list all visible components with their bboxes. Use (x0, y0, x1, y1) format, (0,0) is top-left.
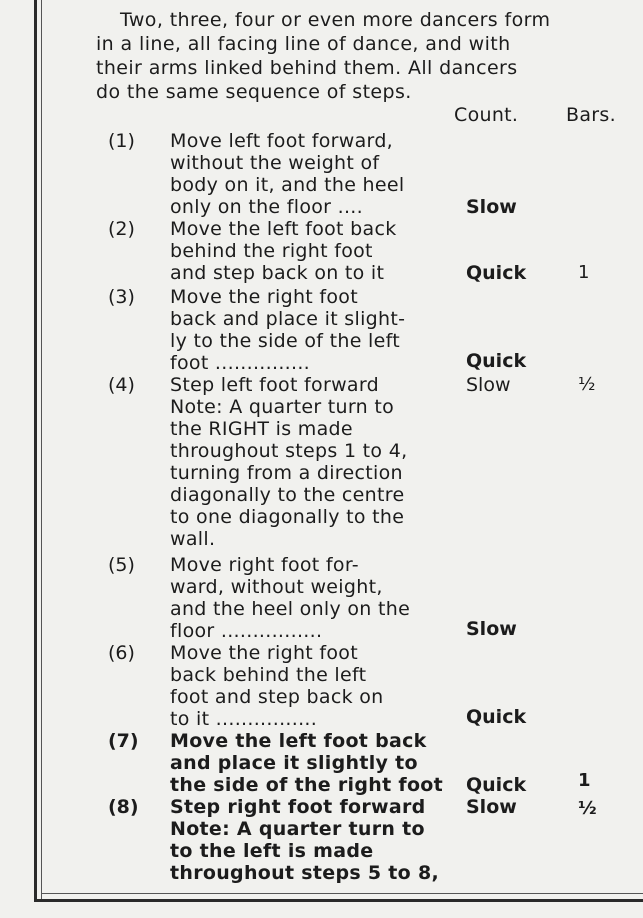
step-number: (5) (108, 554, 135, 576)
intro-line: their arms linked behind them. All dancers (96, 57, 518, 79)
step-number: (7) (108, 730, 139, 752)
step-line: Move the right foot (170, 642, 358, 664)
step-line: body on it, and the heel (170, 174, 405, 196)
step-line: the side of the right foot (170, 774, 444, 796)
step-line: wall. (170, 528, 216, 550)
step-bars: 1 (578, 262, 590, 283)
step-count: Quick (466, 774, 527, 796)
step-line: floor ................ (170, 620, 323, 642)
step-count: Quick (466, 350, 527, 372)
step-line: Step left foot forward (170, 374, 379, 396)
step-count: Quick (466, 706, 527, 728)
step-line: and step back on to it (170, 262, 385, 284)
step-line: Note: A quarter turn to (170, 396, 395, 418)
bottom-border-rule (34, 899, 643, 902)
intro-line: in a line, all facing line of dance, and with (96, 33, 511, 55)
step-line: without the weight of (170, 152, 380, 174)
intro-line: do the same sequence of steps. (96, 81, 412, 103)
step-line: turning from a direction (170, 462, 403, 484)
step-line: only on the floor .... (170, 196, 363, 218)
intro-paragraph (96, 8, 636, 104)
step-line: to the left is made (170, 840, 374, 862)
step-number: (2) (108, 218, 135, 240)
step-line: Move the left foot back (170, 730, 427, 752)
step-count: Slow (466, 374, 511, 396)
left-border-inner-rule (41, 0, 42, 900)
step-line: and place it slightly to (170, 752, 418, 774)
left-border-rule (34, 0, 37, 900)
step-line: to one diagonally to the (170, 506, 405, 528)
count-column-header: Count. (454, 104, 519, 126)
step-line: ly to the side of the left (170, 330, 401, 352)
step-line: throughout steps 5 to 8, (170, 862, 439, 884)
step-line: foot ............... (170, 352, 311, 374)
step-bars: ½ (578, 798, 597, 819)
step-line: diagonally to the centre (170, 484, 405, 506)
intro-line: Two, three, four or even more dancers form (120, 9, 551, 31)
step-count: Slow (466, 196, 517, 218)
step-line: Move left foot forward, (170, 130, 394, 152)
step-number: (3) (108, 286, 135, 308)
step-line: throughout steps 1 to 4, (170, 440, 408, 462)
step-bars: ½ (578, 374, 596, 395)
step-line: Move the left foot back (170, 218, 397, 240)
step-line: Move the right foot (170, 286, 358, 308)
step-number: (1) (108, 130, 135, 152)
step-line: ward, without weight, (170, 576, 383, 598)
bars-column-header: Bars. (566, 104, 616, 126)
step-count: Quick (466, 262, 527, 284)
step-line: to it ................ (170, 708, 318, 730)
step-line: back behind the left (170, 664, 367, 686)
step-line: foot and step back on (170, 686, 384, 708)
step-line: Step right foot forward (170, 796, 426, 818)
step-line: Move right foot for- (170, 554, 359, 576)
step-line: and the heel only on the (170, 598, 411, 620)
step-line: the RIGHT is made (170, 418, 353, 440)
step-number: (4) (108, 374, 135, 396)
step-line: behind the right foot (170, 240, 373, 262)
step-count: Slow (466, 796, 517, 818)
step-number: (8) (108, 796, 139, 818)
step-line: Note: A quarter turn to (170, 818, 425, 840)
step-number: (6) (108, 642, 135, 664)
step-count: Slow (466, 618, 517, 640)
step-bars: 1 (578, 770, 591, 791)
bottom-border-inner-rule (41, 893, 643, 894)
step-line: back and place it slight- (170, 308, 406, 330)
